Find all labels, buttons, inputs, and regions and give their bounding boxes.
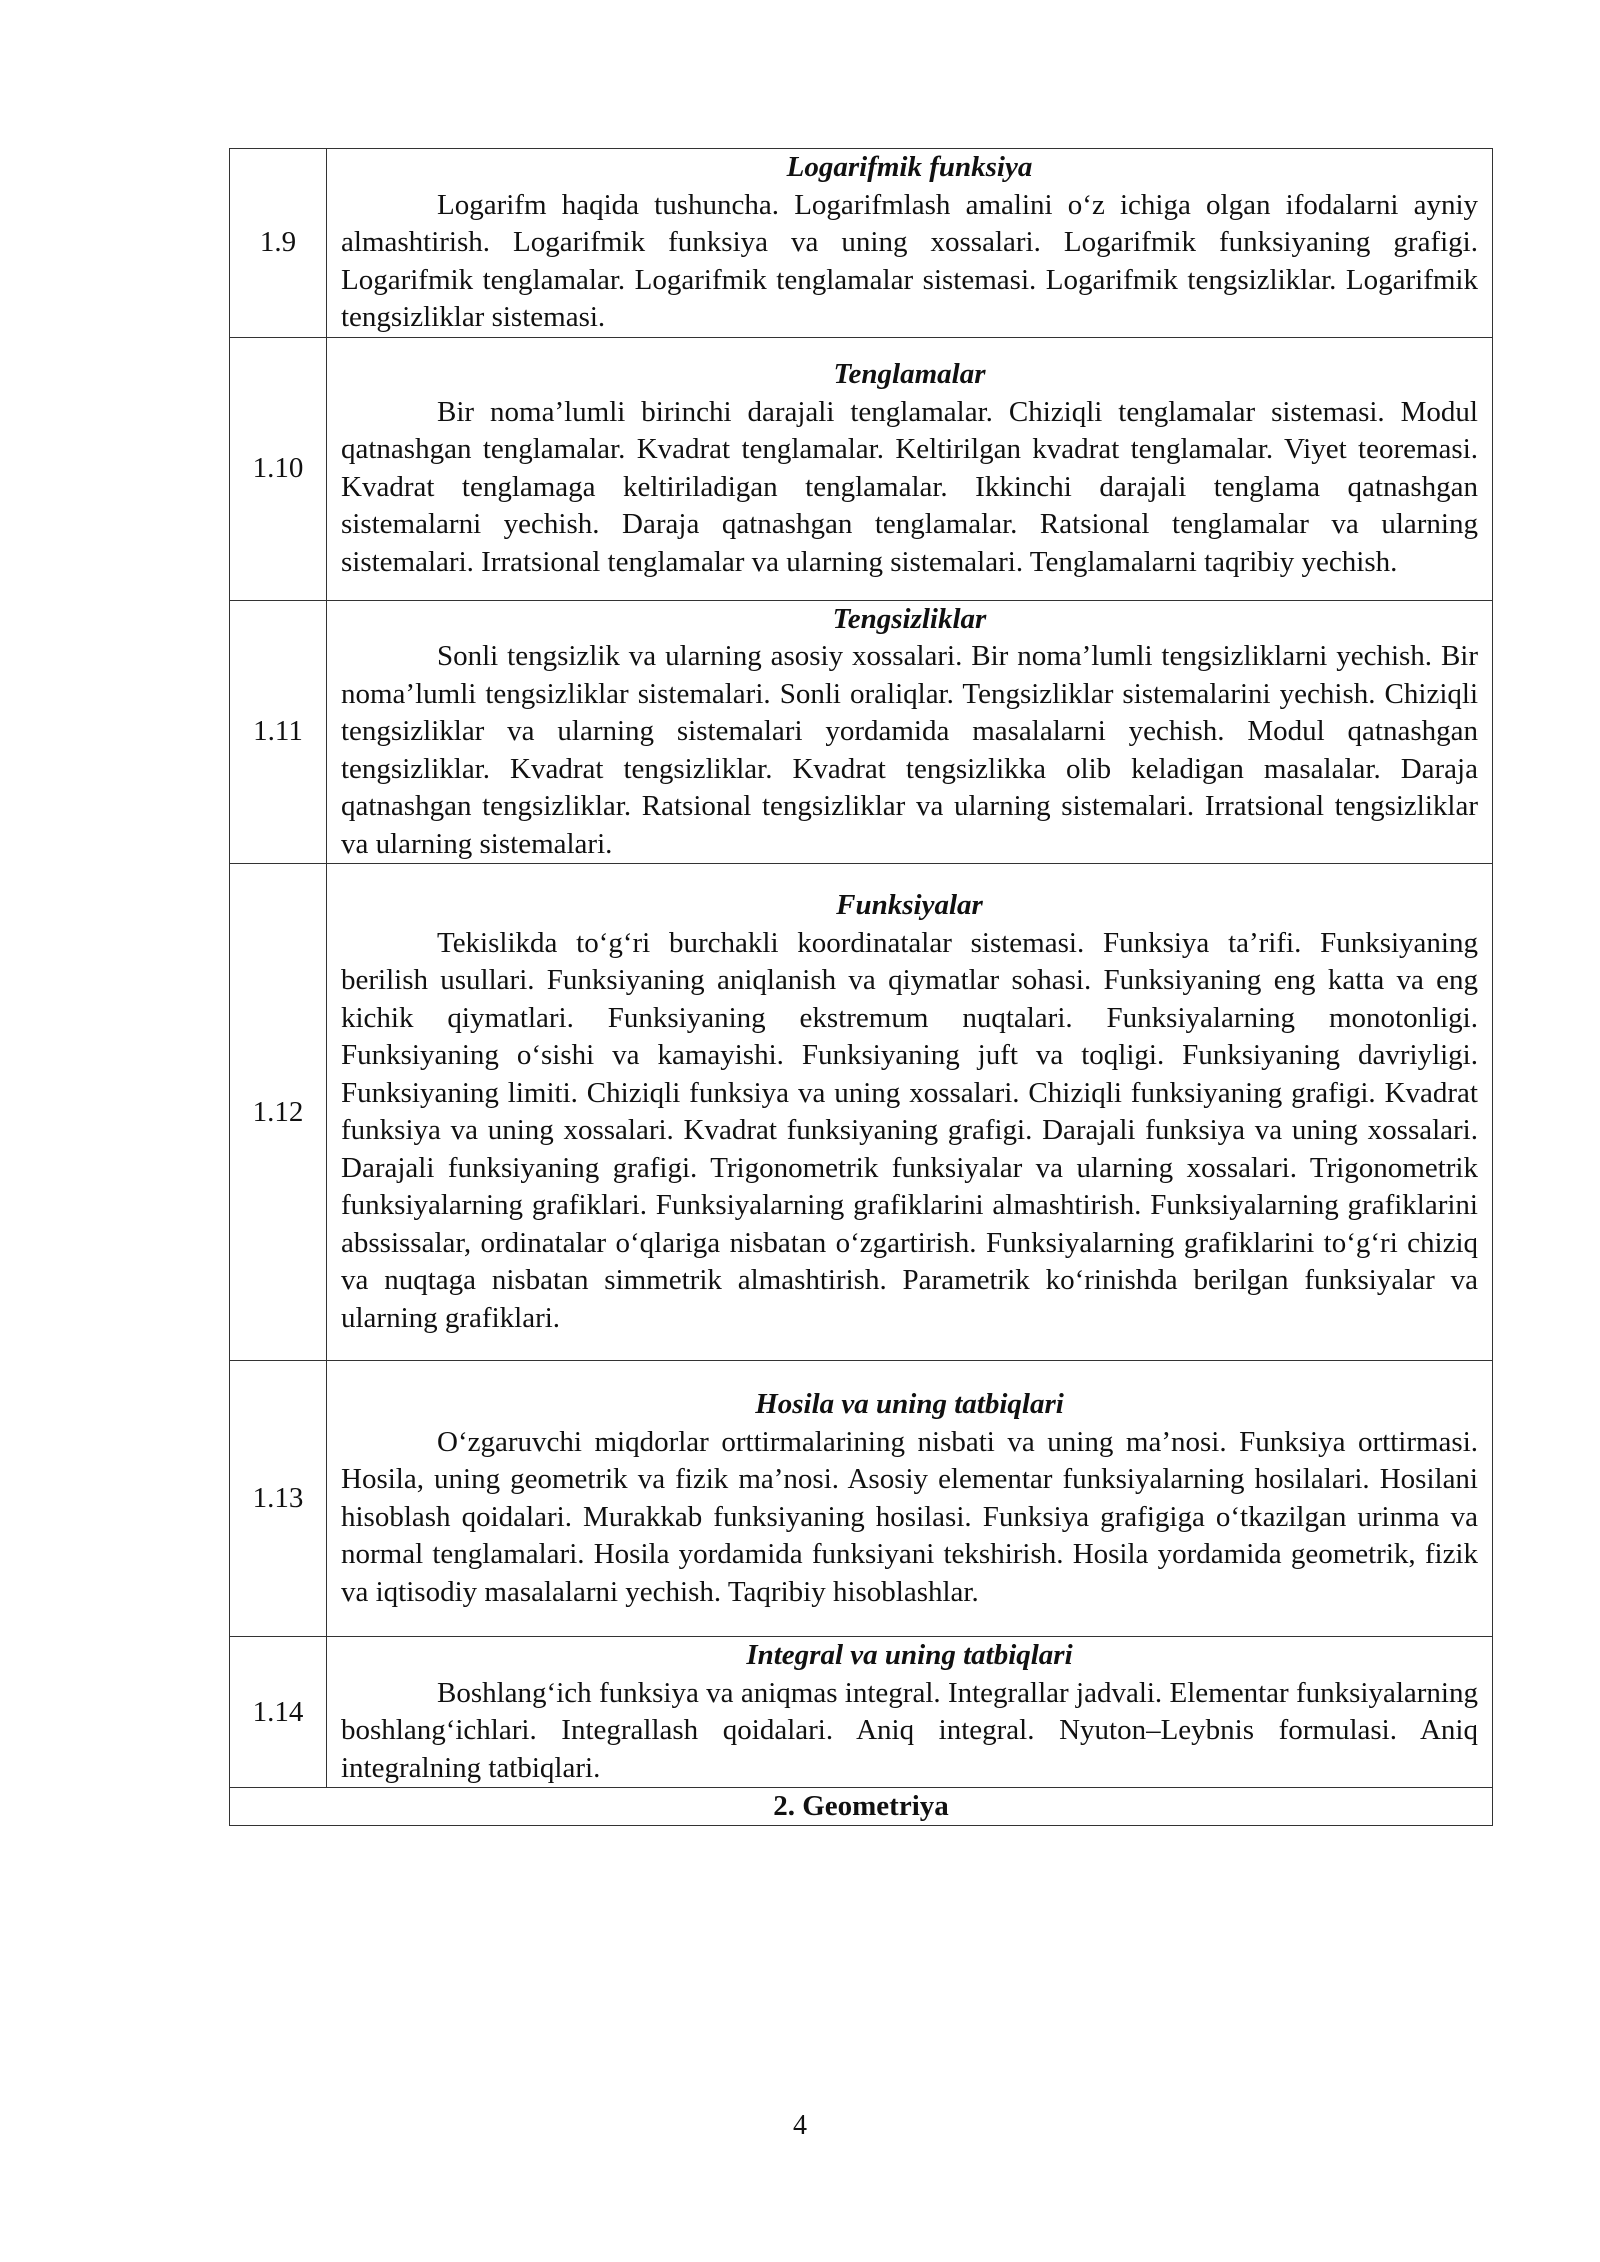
- topic-description: O‘zgaruvchi miqdorlar orttirmalarining nisbati va uning ma’nosi. Funksiya orttirmasi. Hosila, uning geometrik va fizik ma’nosi. Asosiy elementar funksiyalarning hosilalari. Hosilani hisoblash qoidalari. Murakkab funksiyaning hosilasi. Funksiya grafigiga o‘tkazilgan urinma va normal tenglamalari. Hosila yordamida funksiyani tekshirish. Hosila yordamida geometrik, fizik va iqtisodiy masalalarni yechish. Taqribiy hisoblashlar.: [341, 1425, 1478, 1608]
- table-row: [230, 864, 1493, 1361]
- topic-number: 1.14: [230, 1637, 327, 1788]
- table-row: [230, 1637, 1493, 1788]
- table-row: [230, 600, 1493, 864]
- topic-number: 1.13: [230, 1361, 327, 1637]
- topic-content: [327, 149, 1493, 338]
- topic-content: [327, 337, 1493, 600]
- topic-title: Integral va uning tatbiqlari: [746, 1639, 1073, 1671]
- topic-title: Hosila va uning tatbiqlari: [755, 1388, 1064, 1420]
- page-number: 4: [793, 2110, 807, 2141]
- topic-description: Sonli tengsizlik va ularning asosiy xossalari. Bir noma’lumli tengsizliklarni yechish. Bir noma’lumli tengsizliklar sistemalari. Sonli oraliqlar. Tengsizliklar sistemalarini yechish. Chiziqli tengsizliklar va ularning sistemalari yordamida masalalarni yechish. Modul qatnashgan tengsizliklar. Kvadrat tengsizliklar. Kvadrat tengsizlikka olib keladigan masalalar. Daraja qatnashgan tengsizliklar. Ratsional tengsizliklar va ularning sistemalari. Irratsional tengsizliklar va ularning sistemalari.: [341, 640, 1478, 860]
- topic-number: 1.9: [230, 149, 327, 338]
- topic-title: Funksiyalar: [836, 889, 983, 921]
- topic-content: [327, 600, 1493, 864]
- topic-title: Logarifmik funksiya: [786, 151, 1033, 183]
- topic-description: Tekislikda to‘g‘ri burchakli koordinatalar sistemasi. Funksiya ta’rifi. Funksiyaning berilish usullari. Funksiyaning aniqlanish va qiymatlar sohasi. Funksiyaning eng katta va eng kichik qiymatlari. Funksiyaning ekstremum nuqtalari. Funksiyalarning monotonligi. Funksiyaning o‘sishi va kamayishi. Funksiyaning juft va toqligi. Funksiyaning davriyligi. Funksiyaning limiti. Chiziqli funksiya va uning xossalari. Chiziqli funksiyaning grafigi. Kvadrat funksiya va uning xossalari. Kvadrat funksiyaning grafigi. Darajali funksiya va uning xossalari. Darajali funksiyaning grafigi. Trigonometrik funksiyalar va ularning xossalari. Trigonometrik funksiyalarning grafiklari. Funksiyalarning grafiklarini almashtirish. Funksiyalarning grafiklarini abssissalar, ordinatalar o‘qlariga nisbatan o‘zgartirish. Funksiyalarning grafiklarini to‘g‘ri chiziq va nuqtaga nisbatan simmetrik almashtirish. Parametrik ko‘rinishda berilgan funksiyalar va ularning grafiklari.: [341, 926, 1478, 1334]
- topic-description: Bir noma’lumli birinchi darajali tenglamalar. Chiziqli tenglamalar sistemasi. Modul qatnashgan tenglamalar. Kvadrat tenglamalar. Keltirilgan kvadrat tenglamalar. Viyet teoremasi. Kvadrat tenglamaga keltiriladigan tenglamalar. Ikkinchi darajali tenglama qatnashgan sistemalarni yechish. Daraja qatnashgan tenglamalar. Ratsional tenglamalar va ularning sistemalari. Irratsional tenglamalar va ularning sistemalari. Tenglamalarni taqribiy yechish.: [341, 395, 1478, 578]
- table-row: [230, 337, 1493, 600]
- topic-content: [327, 1637, 1493, 1788]
- topic-number: 1.12: [230, 864, 327, 1361]
- section-heading: 2. Geometriya: [230, 1788, 1493, 1826]
- section-row: [230, 1788, 1493, 1826]
- table-row: [230, 149, 1493, 338]
- topic-title: Tengsizliklar: [832, 602, 987, 635]
- topic-number: 1.10: [230, 337, 327, 600]
- topic-description: Logarifm haqida tushuncha. Logarifmlash amalini o‘z ichiga olgan ifodalarni ayniy almashtirish. Logarifmik funksiya va uning xossalari. Logarifmik funksiyaning grafigi. Logarifmik tenglamalar. Logarifmik tenglamalar sistemasi. Logarifmik tengsizliklar. Logarifmik tengsizliklar sistemasi.: [341, 188, 1478, 333]
- topic-title: Tenglamalar: [833, 358, 986, 390]
- topic-number: 1.11: [230, 600, 327, 864]
- topic-content: [327, 864, 1493, 1361]
- syllabus-table: [229, 148, 1493, 1826]
- topic-content: [327, 1361, 1493, 1637]
- topic-description: Boshlang‘ich funksiya va aniqmas integral. Integrallar jadvali. Elementar funksiyalarning boshlang‘ichlari. Integrallash qoidalari. Aniq integral. Nyuton–Leybnis formulasi. Aniq integralning tatbiqlari.: [341, 1676, 1478, 1784]
- table-row: [230, 1361, 1493, 1637]
